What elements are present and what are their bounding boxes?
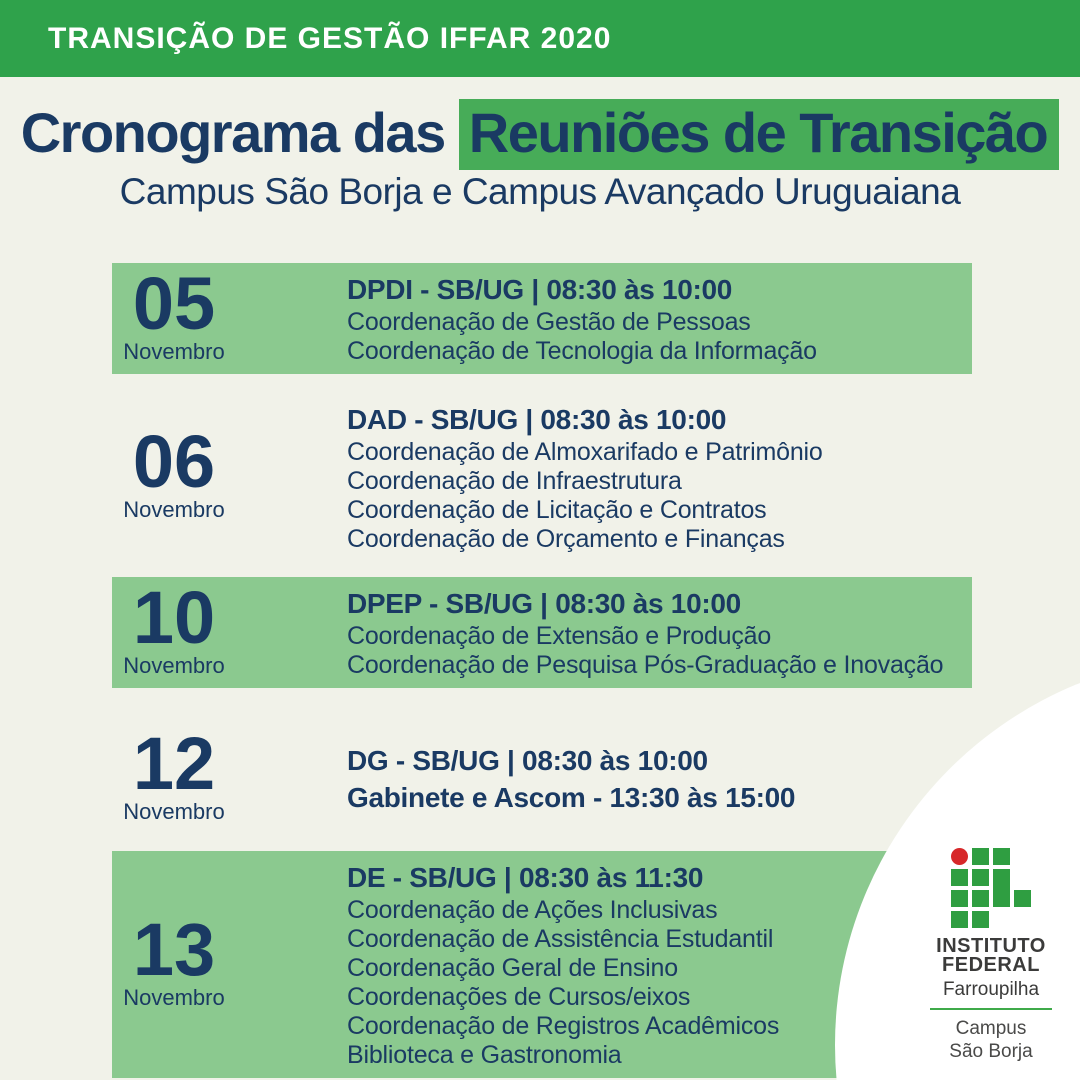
sessions	[347, 263, 972, 374]
day-number: 10	[132, 575, 216, 659]
session-item: Coordenação de Infraestrutura	[347, 466, 682, 495]
schedule	[112, 263, 972, 1078]
logo-institution-line1: INSTITUTO	[936, 935, 1046, 957]
logo-campus-line2: São Borja	[949, 1041, 1033, 1062]
month-label: Novembro	[123, 497, 225, 522]
instituto-federal-icon	[951, 848, 1031, 928]
page-subtitle: Campus São Borja e Campus Avançado Uruguaiana	[119, 171, 961, 212]
top-banner	[0, 0, 1080, 77]
sessions	[347, 393, 972, 562]
session-item: Coordenação de Almoxarifado e Patrimônio	[347, 437, 823, 466]
session-item: Biblioteca e Gastronomia	[347, 1041, 622, 1069]
page-title	[0, 100, 1080, 166]
session-item: Coordenação de Pesquisa Pós-Graduação e Inovação	[347, 651, 944, 679]
schedule-row-10	[112, 577, 972, 688]
session-item: Coordenação de Licitação e Contratos	[347, 495, 767, 524]
session-title: DE - SB/UG | 08:30 às 11:30	[347, 862, 704, 893]
date-block	[112, 420, 347, 523]
date-block	[112, 261, 347, 365]
session-title: DPDI - SB/UG | 08:30 às 10:00	[347, 274, 733, 305]
sessions	[347, 577, 972, 688]
session-item: Coordenação de Extensão e Produção	[347, 622, 772, 650]
date-block	[112, 721, 347, 825]
session-item: Coordenação de Tecnologia da Informação	[347, 337, 817, 365]
schedule-row-06	[112, 391, 972, 563]
logo-institution-line2: FEDERAL	[942, 954, 1040, 976]
month-label: Novembro	[123, 798, 225, 824]
session-title: DAD - SB/UG | 08:30 às 10:00	[347, 403, 727, 435]
day-number: 06	[132, 420, 216, 503]
date-block	[112, 907, 347, 1011]
session-item: Coordenação de Ações Inclusivas	[347, 896, 718, 924]
month-label: Novembro	[123, 338, 225, 364]
session-title: Gabinete e Ascom - 13:30 às 15:00	[347, 781, 796, 813]
title-prefix: Cronograma das	[20, 101, 445, 164]
logo-red-dot	[951, 848, 968, 865]
logo-institution-line3: Farroupilha	[942, 979, 1040, 1000]
sessions	[347, 734, 972, 824]
title-highlight: Reuniões de Transição	[459, 99, 1059, 170]
logo-campus-line1: Campus	[955, 1018, 1027, 1039]
session-item: Coordenação de Assistência Estudantil	[347, 925, 774, 953]
session-item: Coordenação de Gestão de Pessoas	[347, 308, 751, 336]
session-item: Coordenação de Registros Acadêmicos	[347, 1012, 780, 1040]
session-title: DPEP - SB/UG | 08:30 às 10:00	[347, 588, 741, 619]
banner-title: TRANSIÇÃO DE GESTÃO IFFAR 2020	[48, 21, 612, 55]
month-label: Novembro	[123, 984, 225, 1010]
schedule-row-05	[112, 263, 972, 374]
session-item: Coordenações de Cursos/eixos	[347, 983, 691, 1011]
day-number: 13	[132, 907, 216, 991]
session-item: Coordenação de Orçamento e Finanças	[347, 524, 785, 553]
month-label: Novembro	[123, 652, 225, 678]
schedule-row-12	[112, 721, 972, 829]
iffar-logo	[895, 848, 1080, 1063]
session-item: Coordenação Geral de Ensino	[347, 954, 678, 982]
logo-divider	[930, 1008, 1052, 1010]
session-title: DG - SB/UG | 08:30 às 10:00	[347, 744, 708, 776]
day-number: 05	[132, 261, 216, 345]
date-block	[112, 575, 347, 679]
day-number: 12	[132, 721, 216, 805]
